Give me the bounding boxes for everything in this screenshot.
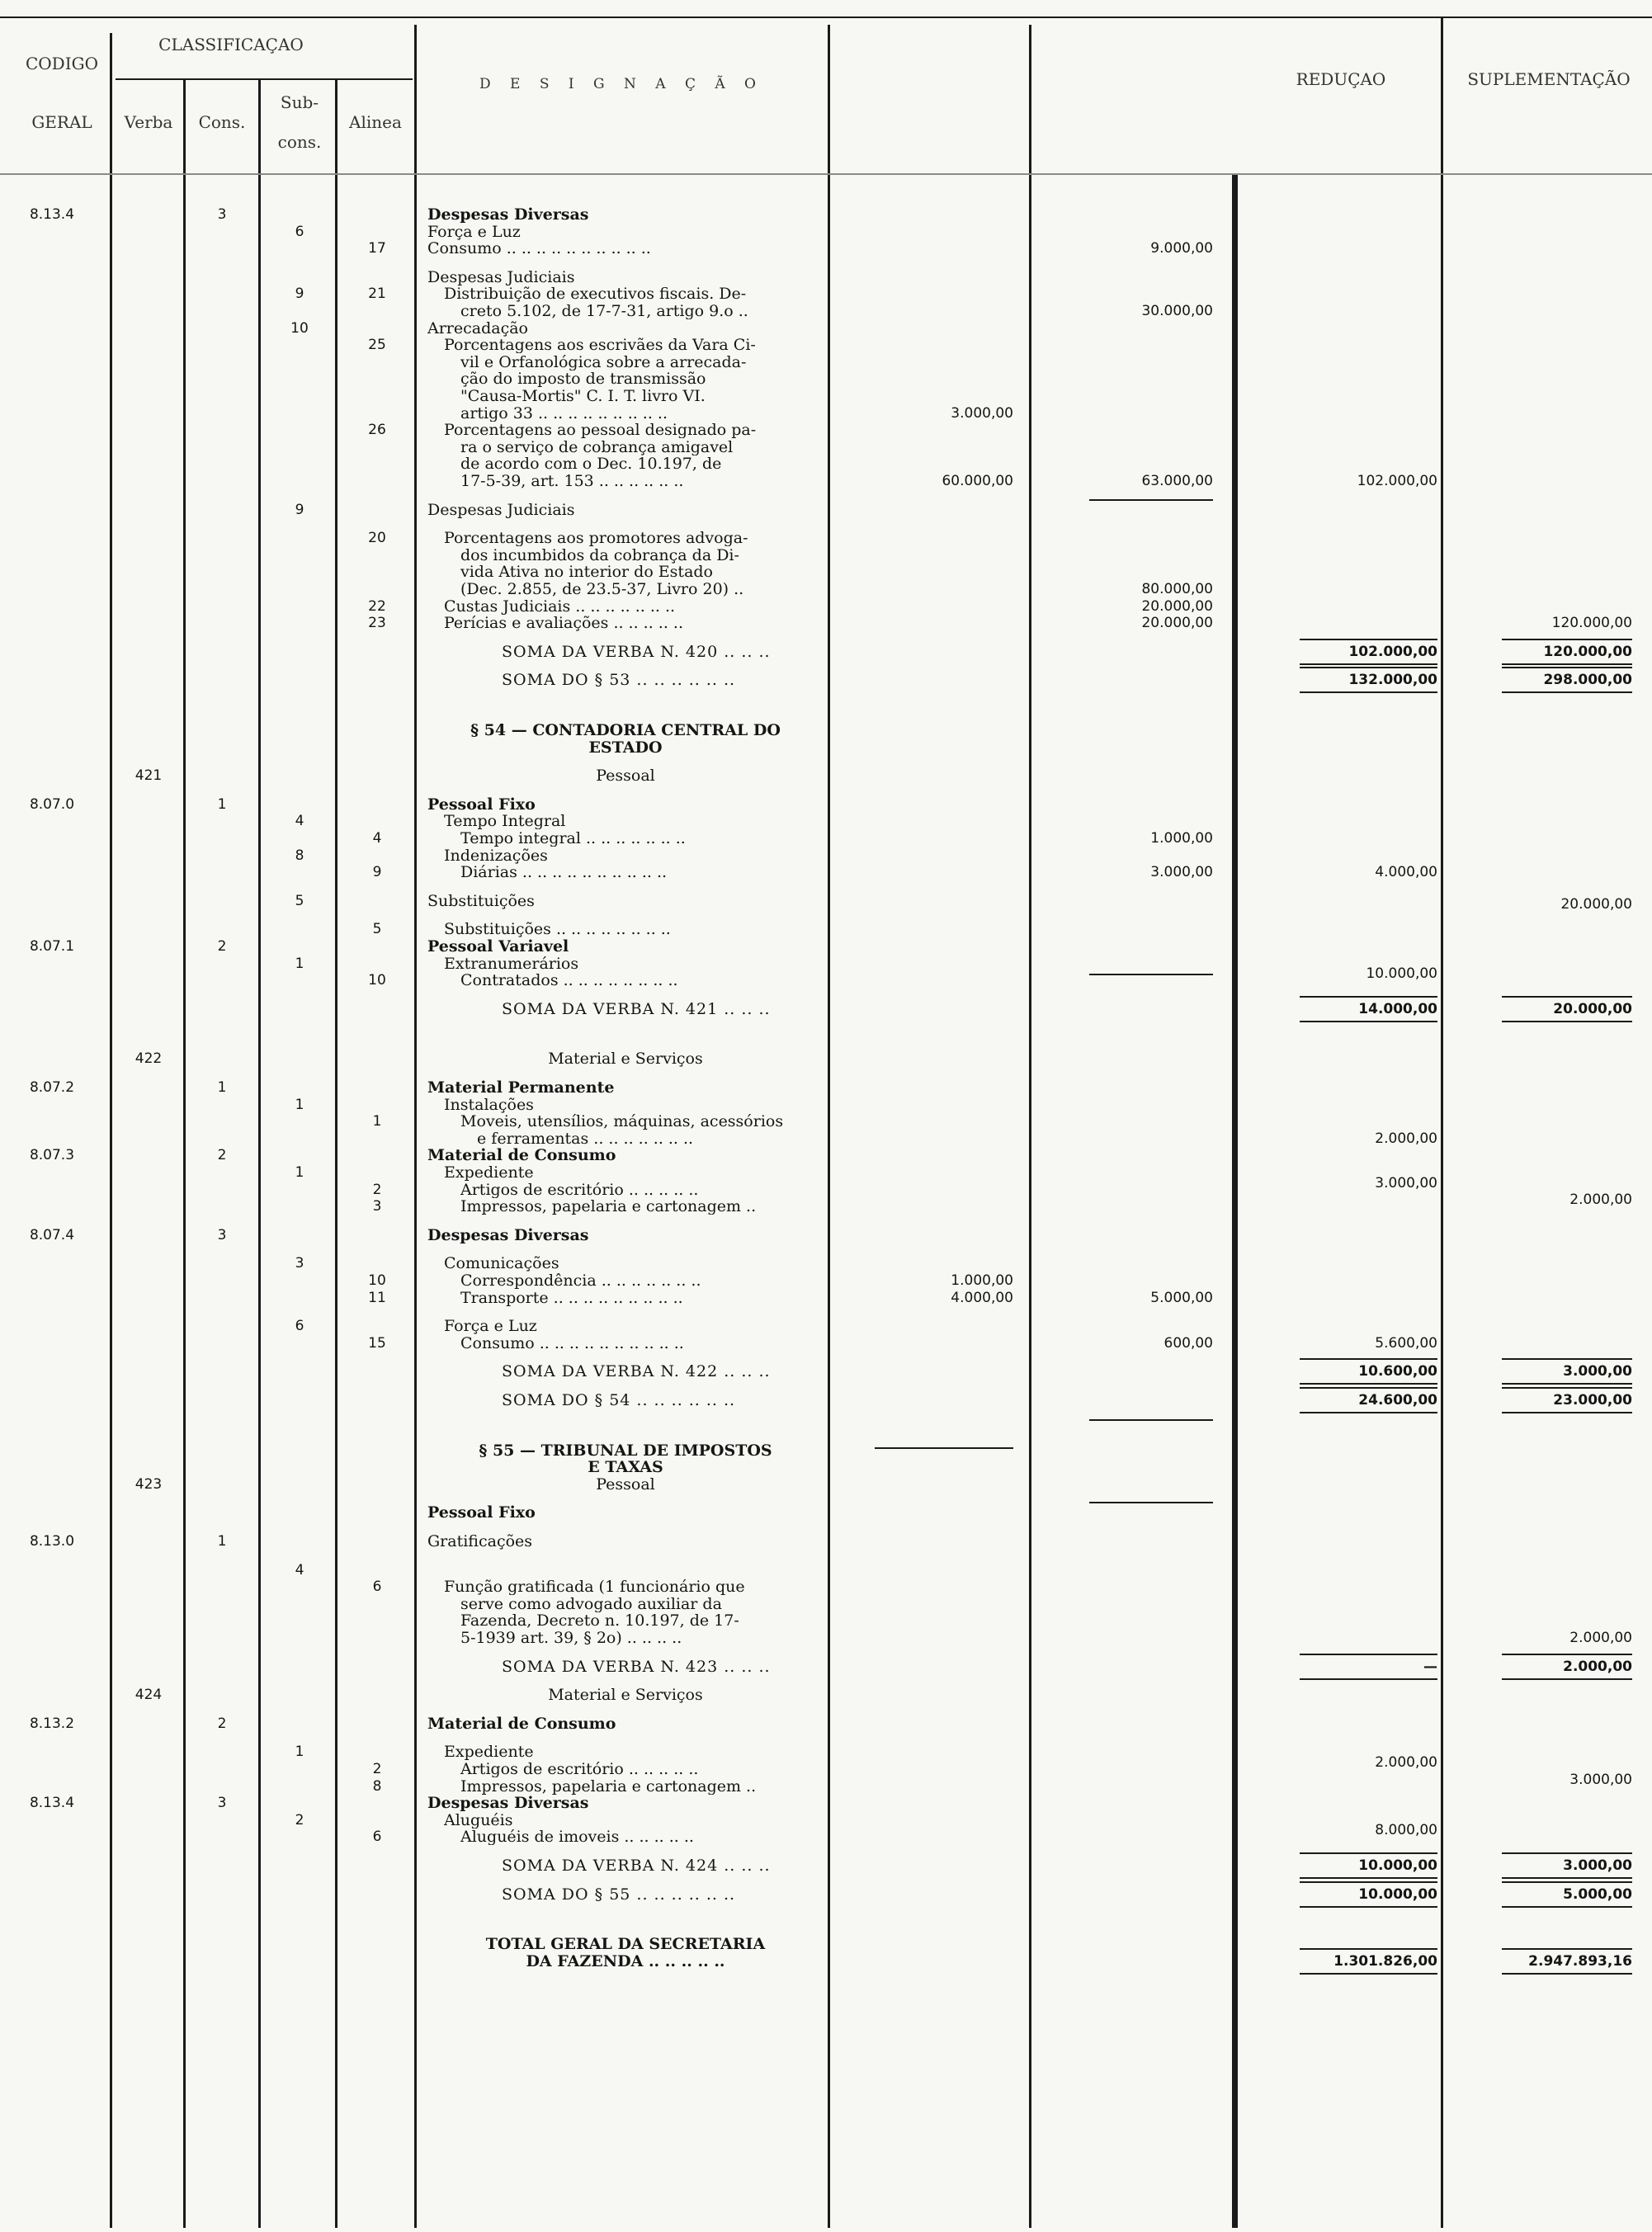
sum-rule bbox=[1502, 1973, 1632, 1975]
amount-c1: 3.000,00 bbox=[951, 404, 1013, 422]
sum-rule bbox=[1300, 1973, 1437, 1975]
sum-rule bbox=[1300, 663, 1437, 665]
header-designacao: D E S I G N A Ç Ã O bbox=[479, 76, 763, 92]
designacao-text: Expediente bbox=[444, 1164, 534, 1181]
amount-c4: 3.000,00 bbox=[1569, 1771, 1632, 1788]
cons-number: 1 bbox=[217, 1533, 227, 1550]
designacao-text: Material Permanente bbox=[427, 1079, 615, 1096]
soma-label: SOMA DO § 55 .. .. .. .. .. .. bbox=[502, 1885, 736, 1903]
sum-rule bbox=[1502, 1412, 1632, 1413]
amount-c3: 24.600,00 bbox=[1358, 1392, 1437, 1409]
amount-c3: 1.301.826,00 bbox=[1333, 1952, 1437, 1970]
amount-c3: 3.000,00 bbox=[1375, 1174, 1437, 1192]
sum-rule bbox=[1502, 1852, 1632, 1854]
sum-rule bbox=[1502, 1383, 1632, 1385]
subcons-number: 2 bbox=[295, 1811, 304, 1829]
sum-rule bbox=[1300, 1948, 1437, 1950]
designacao-text: Fazenda, Decreto n. 10.197, de 17- bbox=[460, 1612, 739, 1630]
sum-rule bbox=[1300, 1387, 1437, 1389]
amount-c1: 1.000,00 bbox=[951, 1272, 1013, 1289]
subtotal-rule bbox=[875, 1447, 1013, 1449]
designacao-text: Impressos, papelaria e cartonagem .. bbox=[460, 1777, 757, 1795]
designacao-text: Expediente bbox=[444, 1744, 534, 1761]
amount-c4: 20.000,00 bbox=[1560, 896, 1632, 913]
cons-number: 3 bbox=[217, 1226, 227, 1243]
amount-c3: — bbox=[1423, 1658, 1437, 1675]
alinea-number: 17 bbox=[368, 240, 386, 257]
designacao-text: § 54 — CONTADORIA CENTRAL DO bbox=[470, 722, 781, 738]
verba-number: 424 bbox=[135, 1687, 163, 1704]
amount-c3: 10.600,00 bbox=[1358, 1363, 1437, 1380]
designacao-text: Impressos, papelaria e cartonagem .. bbox=[460, 1198, 757, 1215]
amount-c3: 10.000,00 bbox=[1366, 965, 1437, 983]
designacao-text: dos incumbidos da cobrança da Di- bbox=[460, 546, 739, 564]
amount-c2: 9.000,00 bbox=[1150, 240, 1213, 257]
designacao-text: e ferramentas .. .. .. .. .. .. .. bbox=[477, 1130, 694, 1147]
sum-rule bbox=[1502, 1906, 1632, 1908]
header-subcons-2: cons. bbox=[277, 132, 322, 152]
codigo-geral: 8.07.0 bbox=[29, 795, 75, 813]
cons-number: 2 bbox=[217, 1715, 227, 1732]
amount-c4: 2.000,00 bbox=[1569, 1192, 1632, 1209]
alinea-number: 25 bbox=[368, 337, 386, 354]
sum-rule bbox=[1502, 996, 1632, 998]
sum-rule bbox=[1300, 1881, 1437, 1883]
designacao-text: serve como advogado auxiliar da bbox=[460, 1595, 722, 1612]
amount-c3: 2.000,00 bbox=[1375, 1130, 1437, 1147]
designacao-text: Consumo .. .. .. .. .. .. .. .. .. .. bbox=[460, 1334, 684, 1352]
sum-rule bbox=[1300, 996, 1437, 998]
designacao-text: Perícias e avaliações .. .. .. .. .. bbox=[444, 615, 683, 632]
sum-rule bbox=[1502, 1678, 1632, 1680]
amount-c1: 60.000,00 bbox=[942, 473, 1013, 489]
sum-rule bbox=[1300, 1383, 1437, 1385]
designacao-text: Despesas Diversas bbox=[427, 1795, 589, 1812]
codigo-geral: 8.13.4 bbox=[29, 206, 75, 223]
designacao-text: Artigos de escritório .. .. .. .. .. bbox=[460, 1761, 699, 1777]
soma-label: SOMA DA VERBA N. 420 .. .. .. bbox=[502, 643, 771, 660]
designacao-text: Transporte .. .. .. .. .. .. .. .. .. bbox=[460, 1289, 683, 1306]
amount-c3: 8.000,00 bbox=[1375, 1822, 1437, 1839]
designacao-text: Artigos de escritório .. .. .. .. .. bbox=[460, 1181, 699, 1198]
designacao-text: Contratados .. .. .. .. .. .. .. .. bbox=[460, 972, 678, 989]
soma-label: SOMA DO § 53 .. .. .. .. .. .. bbox=[502, 672, 736, 689]
sum-rule bbox=[1502, 639, 1632, 640]
column-rule bbox=[258, 78, 261, 2228]
soma-label: SOMA DA VERBA N. 421 .. .. .. bbox=[502, 1000, 771, 1017]
subtotal-rule bbox=[1089, 1419, 1213, 1421]
amount-c3: 10.000,00 bbox=[1358, 1857, 1437, 1874]
designacao-text: Substituições bbox=[427, 892, 535, 909]
amount-c3: 10.000,00 bbox=[1358, 1885, 1437, 1903]
alinea-number: 5 bbox=[372, 921, 382, 938]
amount-c3: 2.000,00 bbox=[1375, 1754, 1437, 1771]
amount-c4: 20.000,00 bbox=[1553, 1000, 1632, 1017]
column-rule bbox=[1029, 25, 1031, 2228]
sum-rule bbox=[1300, 1412, 1437, 1413]
sum-rule bbox=[1502, 1387, 1632, 1389]
designacao-text: (Dec. 2.855, de 23.5-37, Livro 20) .. bbox=[460, 581, 744, 597]
designacao-text: creto 5.102, de 17-7-31, artigo 9.o .. bbox=[460, 303, 748, 319]
designacao-text: Custas Judiciais .. .. .. .. .. .. .. bbox=[444, 597, 676, 615]
designacao-text: Instalações bbox=[444, 1096, 534, 1113]
subcons-number: 6 bbox=[295, 223, 304, 240]
designacao-text: artigo 33 .. .. .. .. .. .. .. .. .. bbox=[460, 404, 668, 422]
designacao-text: Moveis, utensílios, máquinas, acessórios bbox=[460, 1113, 784, 1130]
sum-rule bbox=[1300, 1852, 1437, 1854]
designacao-text: § 55 — TRIBUNAL DE IMPOSTOS bbox=[479, 1442, 772, 1459]
amount-c3: 4.000,00 bbox=[1375, 864, 1437, 881]
designacao-text: Arrecadação bbox=[427, 319, 528, 337]
sum-rule bbox=[1502, 1948, 1632, 1950]
amount-c2: 600,00 bbox=[1163, 1334, 1213, 1352]
designacao-text: Despesas Judiciais bbox=[427, 501, 575, 518]
designacao-text: Função gratificada (1 funcionário que bbox=[444, 1578, 745, 1596]
designacao-text: ra o serviço de cobrança amigavel bbox=[460, 438, 734, 455]
designacao-text: Gratificações bbox=[427, 1533, 533, 1550]
designacao-text: Material de Consumo bbox=[427, 1715, 616, 1732]
cons-number: 1 bbox=[217, 1079, 227, 1096]
sum-rule bbox=[1300, 691, 1437, 693]
sum-rule bbox=[1300, 639, 1437, 640]
sum-rule bbox=[1502, 663, 1632, 665]
sum-rule bbox=[1502, 1654, 1632, 1655]
designacao-text: Diárias .. .. .. .. .. .. .. .. .. .. bbox=[460, 864, 668, 881]
designacao-text: de acordo com o Dec. 10.197, de bbox=[460, 455, 722, 473]
amount-c2: 5.000,00 bbox=[1150, 1289, 1213, 1306]
subtotal-rule bbox=[1089, 499, 1213, 501]
designacao-text: Comunicações bbox=[444, 1255, 559, 1272]
amount-c4: 2.000,00 bbox=[1569, 1630, 1632, 1646]
subcons-number: 5 bbox=[295, 892, 304, 909]
codigo-geral: 8.07.2 bbox=[29, 1079, 75, 1096]
alinea-number: 11 bbox=[368, 1289, 386, 1306]
subcons-number: 1 bbox=[295, 955, 304, 972]
alinea-number: 1 bbox=[372, 1113, 382, 1130]
amount-c4: 120.000,00 bbox=[1543, 643, 1632, 660]
sum-rule bbox=[1502, 1358, 1632, 1360]
alinea-number: 10 bbox=[368, 1272, 386, 1289]
designacao-text: Aluguéis de imoveis .. .. .. .. .. bbox=[460, 1829, 694, 1846]
header-classificacao: CLASSIFICAÇAO bbox=[158, 35, 304, 54]
subcons-number: 6 bbox=[295, 1318, 304, 1335]
alinea-number: 15 bbox=[368, 1334, 386, 1352]
codigo-geral: 8.13.4 bbox=[29, 1795, 75, 1812]
alinea-number: 20 bbox=[368, 530, 386, 547]
designacao-text: Correspondência .. .. .. .. .. .. .. bbox=[460, 1272, 701, 1289]
subcons-number: 3 bbox=[295, 1255, 304, 1272]
subcons-number: 4 bbox=[295, 813, 304, 830]
column-rule bbox=[110, 33, 112, 2228]
designacao-text: Consumo .. .. .. .. .. .. .. .. .. .. bbox=[427, 240, 651, 257]
header-suplementacao: SUPLEMENTAÇÃO bbox=[1467, 69, 1631, 89]
designacao-text: DA FAZENDA .. .. .. .. .. bbox=[526, 1952, 725, 1970]
column-rule bbox=[1441, 17, 1443, 2228]
header-geral: GERAL bbox=[31, 112, 92, 132]
sum-rule bbox=[1300, 1654, 1437, 1655]
subcons-number: 8 bbox=[295, 847, 304, 864]
verba-number: 421 bbox=[135, 767, 163, 785]
designacao-text: Extranumerários bbox=[444, 955, 579, 972]
amount-c2: 20.000,00 bbox=[1141, 615, 1213, 632]
codigo-geral: 8.13.2 bbox=[29, 1715, 75, 1732]
codigo-geral: 8.07.4 bbox=[29, 1226, 75, 1243]
alinea-number: 10 bbox=[368, 972, 386, 989]
verba-number: 422 bbox=[135, 1050, 163, 1068]
amount-c4: 298.000,00 bbox=[1543, 672, 1632, 689]
codigo-geral: 8.13.0 bbox=[29, 1533, 75, 1550]
designacao-text: Porcentagens aos promotores advoga- bbox=[444, 530, 748, 547]
sum-rule bbox=[1300, 1358, 1437, 1360]
designacao-text: E TAXAS bbox=[588, 1459, 663, 1476]
amount-c2: 63.000,00 bbox=[1141, 473, 1213, 489]
designacao-text: vil e Orfanológica sobre a arrecada- bbox=[460, 353, 747, 370]
amount-c3: 102.000,00 bbox=[1357, 473, 1437, 489]
designacao-text: Despesas Diversas bbox=[427, 206, 589, 223]
designacao-text: vida Ativa no interior do Estado bbox=[460, 564, 713, 581]
amount-c4: 120.000,00 bbox=[1551, 615, 1632, 632]
cons-number: 3 bbox=[217, 206, 227, 223]
soma-label: SOMA DA VERBA N. 424 .. .. .. bbox=[502, 1857, 771, 1874]
subcons-number: 1 bbox=[295, 1096, 304, 1113]
designacao-text: Pessoal bbox=[596, 1475, 655, 1493]
designacao-text: Tempo integral .. .. .. .. .. .. .. bbox=[460, 830, 686, 847]
sum-rule bbox=[1502, 691, 1632, 693]
header-cons: Cons. bbox=[198, 112, 246, 132]
verba-number: 423 bbox=[135, 1475, 163, 1493]
designacao-text: Indenizações bbox=[444, 847, 548, 864]
amount-c2: 30.000,00 bbox=[1141, 303, 1213, 319]
designacao-text: Tempo Integral bbox=[444, 813, 566, 830]
alinea-number: 26 bbox=[368, 422, 386, 439]
designacao-text: Material de Consumo bbox=[427, 1147, 616, 1164]
subcons-number: 9 bbox=[295, 501, 304, 518]
subcons-number: 1 bbox=[295, 1164, 304, 1181]
alinea-number: 6 bbox=[372, 1578, 382, 1596]
header-reducao: REDUÇAO bbox=[1296, 69, 1386, 89]
header-subcons-1: Sub- bbox=[280, 92, 319, 112]
header-top-rule bbox=[0, 17, 1652, 18]
designacao-text: Pessoal bbox=[596, 767, 655, 785]
designacao-text: Força e Luz bbox=[427, 223, 521, 240]
designacao-text: Distribuição de executivos fiscais. De- bbox=[444, 285, 747, 303]
alinea-number: 6 bbox=[372, 1829, 382, 1846]
sum-rule bbox=[1300, 1021, 1437, 1022]
designacao-text: Força e Luz bbox=[444, 1318, 537, 1335]
alinea-number: 9 bbox=[372, 864, 382, 881]
amount-c3: 102.000,00 bbox=[1348, 643, 1437, 660]
sum-rule bbox=[1300, 667, 1437, 668]
soma-label: SOMA DA VERBA N. 422 .. .. .. bbox=[502, 1363, 771, 1380]
amount-c4: 3.000,00 bbox=[1563, 1363, 1632, 1380]
amount-c3: 132.000,00 bbox=[1348, 672, 1437, 689]
alinea-number: 21 bbox=[368, 285, 386, 303]
header-alinea: Alinea bbox=[349, 112, 402, 132]
subtotal-rule bbox=[1089, 1502, 1213, 1503]
cons-number: 2 bbox=[217, 1147, 227, 1164]
designacao-text: Pessoal Fixo bbox=[427, 795, 536, 813]
designacao-text: ESTADO bbox=[588, 738, 663, 756]
designacao-text: Aluguéis bbox=[444, 1811, 513, 1829]
subcons-number: 9 bbox=[295, 285, 304, 303]
designacao-text: Substituições .. .. .. .. .. .. .. .. bbox=[444, 921, 671, 938]
designacao-text: TOTAL GERAL DA SECRETARIA bbox=[485, 1936, 766, 1953]
column-rule bbox=[183, 78, 186, 2228]
column-rule bbox=[414, 25, 417, 2228]
alinea-number: 23 bbox=[368, 615, 386, 632]
codigo-geral: 8.07.1 bbox=[29, 938, 75, 955]
designacao-text: Porcentagens ao pessoal designado pa- bbox=[444, 422, 757, 439]
alinea-number: 2 bbox=[372, 1761, 382, 1777]
designacao-text: 5-1939 art. 39, § 2o) .. .. .. .. bbox=[460, 1630, 682, 1646]
alinea-number: 3 bbox=[372, 1198, 382, 1215]
sum-rule bbox=[1502, 667, 1632, 668]
amount-c3: 14.000,00 bbox=[1358, 1000, 1437, 1017]
column-rule bbox=[1232, 173, 1238, 2228]
alinea-number: 22 bbox=[368, 597, 386, 615]
designacao-text: ção do imposto de transmissão bbox=[460, 370, 706, 388]
amount-c4: 23.000,00 bbox=[1553, 1392, 1632, 1409]
amount-c4: 2.947.893,16 bbox=[1528, 1952, 1632, 1970]
amount-c2: 80.000,00 bbox=[1141, 581, 1213, 597]
sum-rule bbox=[1502, 1877, 1632, 1879]
amount-c2: 20.000,00 bbox=[1141, 597, 1213, 615]
amount-c1: 4.000,00 bbox=[951, 1289, 1013, 1306]
column-rule bbox=[335, 78, 337, 2228]
subcons-number: 1 bbox=[295, 1744, 304, 1761]
designacao-text: Despesas Judiciais bbox=[427, 268, 575, 285]
designacao-text: Material e Serviços bbox=[548, 1050, 703, 1068]
alinea-number: 4 bbox=[372, 830, 382, 847]
amount-c2: 1.000,00 bbox=[1150, 830, 1213, 847]
subtotal-rule bbox=[1089, 974, 1213, 975]
sum-rule bbox=[1300, 1877, 1437, 1879]
designacao-text: Material e Serviços bbox=[548, 1687, 703, 1704]
sum-rule bbox=[1300, 1906, 1437, 1908]
header-mid-rule bbox=[116, 78, 413, 80]
designacao-text: "Causa-Mortis" C. I. T. livro VI. bbox=[460, 388, 706, 404]
codigo-geral: 8.07.3 bbox=[29, 1147, 75, 1164]
column-rule bbox=[828, 25, 830, 2228]
designacao-text: Porcentagens aos escrivães da Vara Ci- bbox=[444, 337, 756, 354]
alinea-number: 2 bbox=[372, 1181, 382, 1198]
subcons-number: 10 bbox=[290, 319, 309, 337]
header-codigo: CODIGO bbox=[25, 54, 98, 73]
amount-c4: 3.000,00 bbox=[1563, 1857, 1632, 1874]
designacao-text: Pessoal Fixo bbox=[427, 1504, 536, 1522]
designacao-text: Despesas Diversas bbox=[427, 1226, 589, 1243]
sum-rule bbox=[1502, 1021, 1632, 1022]
soma-label: SOMA DA VERBA N. 423 .. .. .. bbox=[502, 1658, 771, 1675]
amount-c3: 5.600,00 bbox=[1375, 1334, 1437, 1352]
alinea-number: 8 bbox=[372, 1777, 382, 1795]
subcons-number: 4 bbox=[295, 1561, 304, 1578]
amount-c2: 3.000,00 bbox=[1150, 864, 1213, 881]
cons-number: 2 bbox=[217, 938, 227, 955]
header-bottom-rule bbox=[0, 173, 1652, 175]
cons-number: 3 bbox=[217, 1795, 227, 1812]
cons-number: 1 bbox=[217, 795, 227, 813]
header-verba: Verba bbox=[124, 112, 173, 132]
sum-rule bbox=[1502, 1881, 1632, 1883]
designacao-text: 17-5-39, art. 153 .. .. .. .. .. .. bbox=[460, 473, 684, 489]
designacao-text: Pessoal Variavel bbox=[427, 938, 569, 955]
amount-c4: 5.000,00 bbox=[1563, 1885, 1632, 1903]
soma-label: SOMA DO § 54 .. .. .. .. .. .. bbox=[502, 1392, 736, 1409]
sum-rule bbox=[1300, 1678, 1437, 1680]
amount-c4: 2.000,00 bbox=[1563, 1658, 1632, 1675]
